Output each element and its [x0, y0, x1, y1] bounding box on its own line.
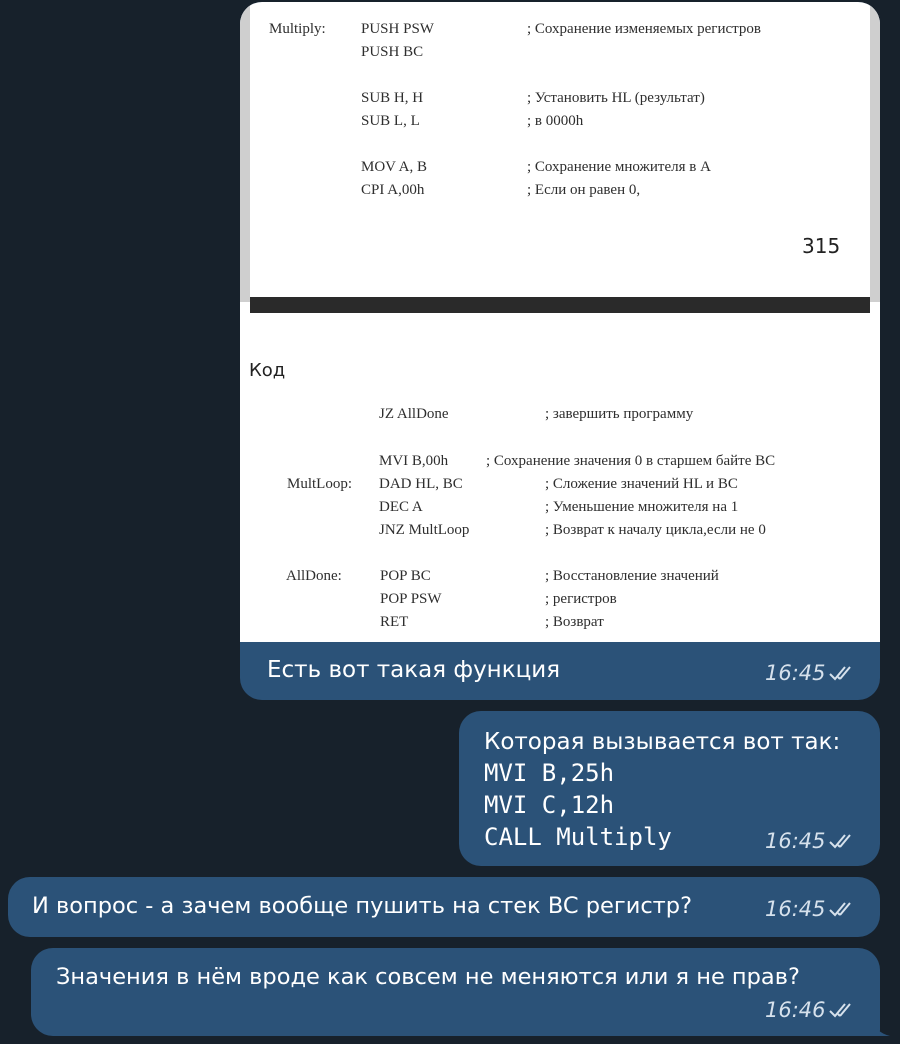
code-instr: RET: [380, 614, 409, 630]
page-divider: [250, 297, 870, 313]
page-edge: [870, 2, 880, 302]
image-message[interactable]: [240, 2, 880, 700]
message-time: 16:45: [765, 829, 826, 853]
code-instr: PUSH PSW: [361, 21, 434, 37]
message-time: 16:45: [765, 897, 826, 921]
text-message[interactable]: [459, 711, 880, 866]
text-message[interactable]: [8, 877, 880, 937]
code-instr: DEC A: [379, 499, 423, 515]
page-edge: [240, 2, 250, 302]
section-label: Код: [249, 360, 286, 381]
message-text: Которая вызывается вот так:: [484, 729, 841, 755]
message-text: Значения в нём вроде как совсем не меняются или я не прав?: [56, 964, 800, 990]
code-line: MVI B,25h: [484, 759, 615, 787]
code-comment: ; Возврат: [545, 614, 604, 630]
message-meta: [765, 661, 858, 685]
message-time: 16:46: [765, 998, 826, 1022]
text-message[interactable]: [31, 948, 880, 1036]
code-comment: ; Если он равен 0,: [527, 182, 641, 198]
code-line: CALL Multiply: [484, 823, 672, 851]
code-label: MultLoop:: [287, 476, 353, 492]
code-instr: CPI A,00h: [361, 182, 425, 198]
code-comment: ; Установить HL (результат): [527, 90, 705, 106]
message-meta: [765, 998, 858, 1022]
page-number: 315: [802, 234, 841, 258]
code-comment: ; завершить программу: [545, 406, 694, 422]
code-instr: PUSH BC: [361, 44, 424, 60]
code-label: Multiply:: [269, 21, 326, 37]
double-check-icon: [828, 1000, 858, 1020]
code-comment: ; Восстановление значений: [545, 568, 719, 584]
code-instr: SUB L, L: [361, 113, 420, 129]
code-instr: POP BC: [380, 568, 431, 584]
message-caption: Есть вот такая функция: [267, 657, 561, 683]
code-instr: JNZ MultLoop: [379, 522, 470, 538]
double-check-icon: [828, 831, 858, 851]
double-check-icon: [828, 663, 858, 683]
code-photo[interactable]: [240, 2, 880, 642]
code-comment: ; в 0000h: [527, 113, 584, 129]
code-comment: ; Сохранение значения 0 в старшем байте BC: [486, 453, 776, 469]
code-comment: ; Уменьшение множителя на 1: [545, 499, 739, 515]
code-block: [484, 757, 672, 853]
code-instr: MOV A, B: [361, 159, 427, 175]
code-label: AllDone:: [286, 568, 342, 584]
code-instr: JZ AllDone: [379, 406, 449, 422]
code-instr: DAD HL, BC: [379, 476, 463, 492]
bubble-tail-icon: [870, 1016, 892, 1038]
double-check-icon: [828, 899, 858, 919]
code-instr: SUB H, H: [361, 90, 424, 106]
code-line: MVI C,12h: [484, 791, 615, 819]
code-comment: ; Сложение значений HL и BC: [545, 476, 738, 492]
code-comment: ; регистров: [545, 591, 617, 607]
message-text: И вопрос - а зачем вообще пушить на стек BC регистр?: [32, 893, 693, 919]
code-instr: POP PSW: [380, 591, 442, 607]
code-comment: ; Сохранение изменяемых регистров: [527, 21, 761, 37]
message-meta: [765, 897, 858, 921]
code-comment: ; Сохранение множителя в A: [527, 159, 711, 175]
code-comment: ; Возврат к началу цикла,если не 0: [545, 522, 766, 538]
message-time: 16:45: [765, 661, 826, 685]
message-meta: [765, 829, 858, 853]
code-instr: MVI B,00h: [379, 453, 449, 469]
